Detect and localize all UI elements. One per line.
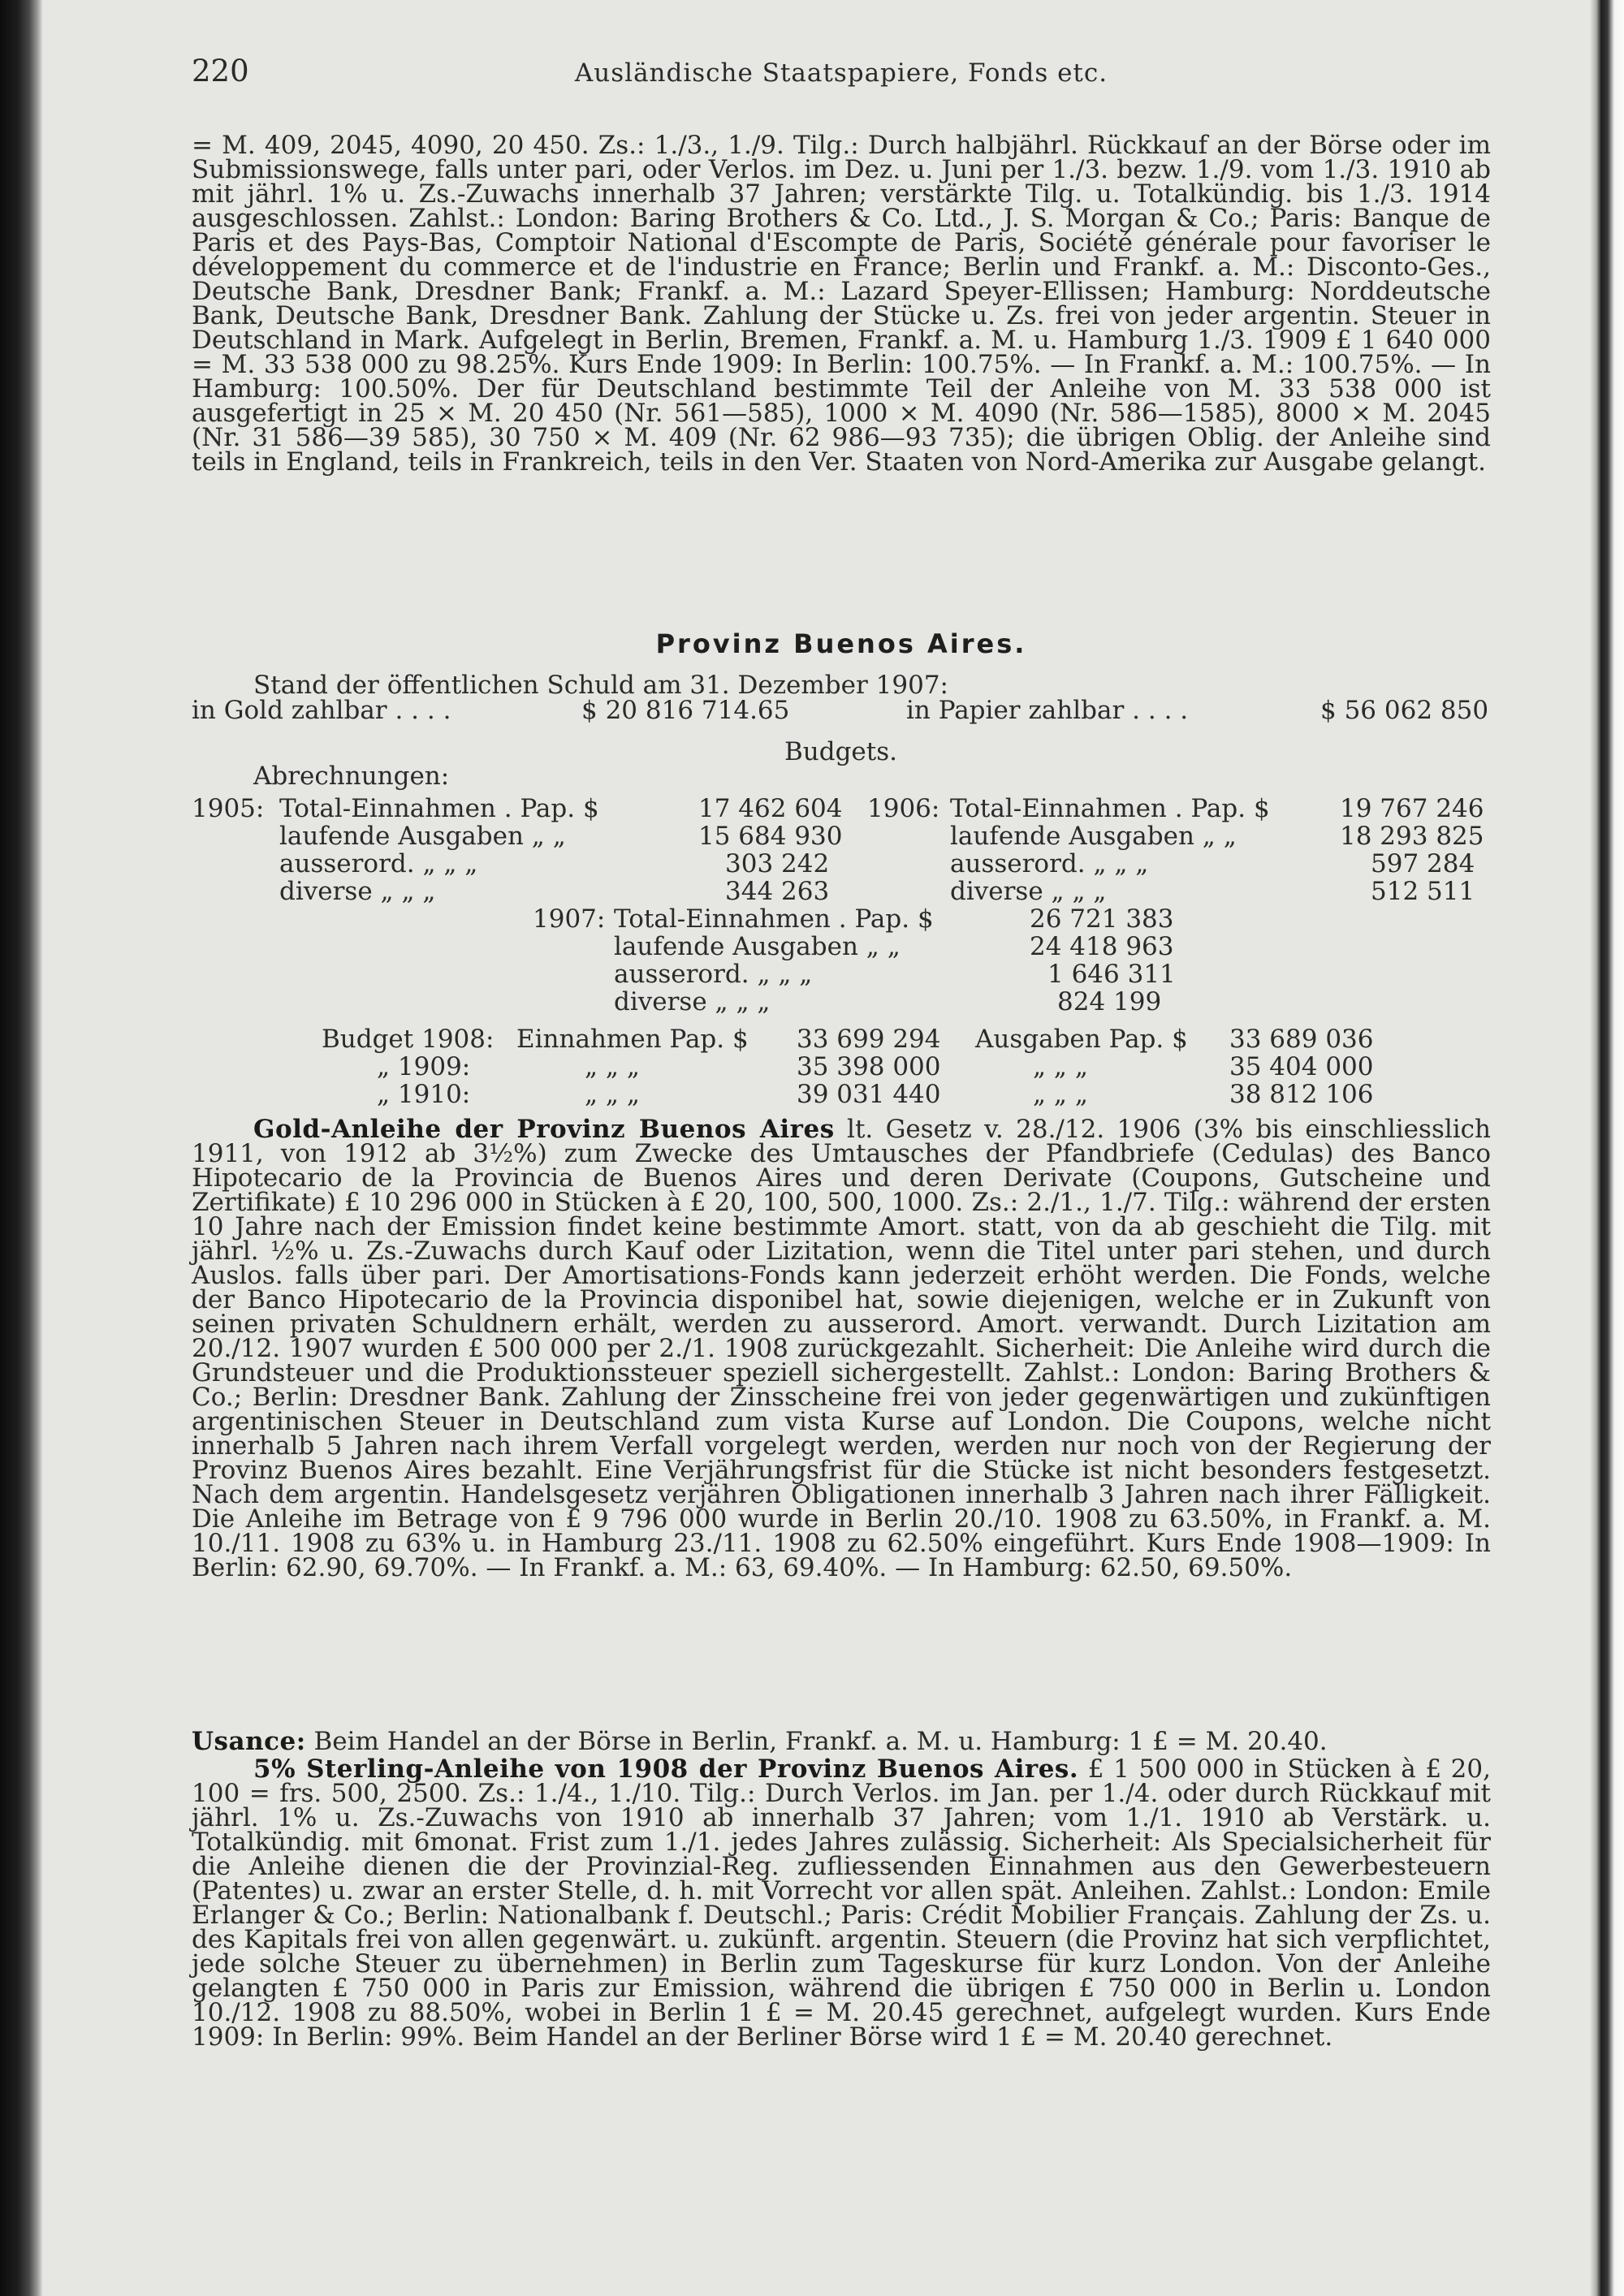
abrechnung-1907-row-2-label: laufende Ausgaben „ „ bbox=[614, 932, 901, 961]
abrechnung-1905-row-1-value: 17 462 604 bbox=[698, 794, 843, 823]
sterling-loan-paragraph bbox=[192, 1754, 1491, 2052]
abrechnung-1905-row-3-value: 303 242 bbox=[725, 849, 830, 878]
usance-block bbox=[192, 1729, 1491, 1754]
abrechnung-1907-row-4-label: diverse „ „ „ bbox=[614, 987, 771, 1016]
budget-1910-income-label: „ „ „ bbox=[585, 1080, 640, 1109]
abrechnung-1906-row-3-value: 597 284 bbox=[1371, 849, 1475, 878]
debt-gold-label: in Gold zahlbar . . . . bbox=[192, 696, 451, 725]
budget-1909-expense-label: „ „ „ bbox=[1033, 1052, 1088, 1081]
budget-1908-income: 33 699 294 bbox=[797, 1025, 941, 1054]
sterling-loan-title: 5% Sterling-Anleihe von 1908 der Provinz Buenos Aires. bbox=[253, 1754, 1079, 1784]
scan-page-edge bbox=[1590, 0, 1624, 2296]
abrechnung-1905-year: 1905: bbox=[192, 794, 265, 823]
abrechnungen-label: Abrechnungen: bbox=[253, 762, 450, 791]
budget-1908-year: Budget 1908: bbox=[322, 1025, 495, 1054]
budget-1909-income-label: „ „ „ bbox=[585, 1052, 640, 1081]
intro-paragraph-block bbox=[192, 131, 1491, 477]
debt-paper-value: $ 56 062 850 bbox=[1320, 696, 1489, 725]
budget-1908-expense-label: Ausgaben Pap. $ bbox=[975, 1025, 1188, 1054]
abrechnung-1905-row-4-value: 344 263 bbox=[725, 877, 830, 906]
intro-paragraph: = M. 409, 2045, 4090, 20 450. Zs.: 1./3., 1./9. Tilg.: Durch halbjährl. Rückkauf an der Börse oder im Submissionswege, falls unter pari, oder Verlos. im Dez. u. Juni per 1./3. bezw. 1./9. vom 1./3. 1910 ab mit jährl. 1% u. Zs.-Zuwachs innerhalb 37 Jahren; verstärkte Tilg. u. Totalkündig. bis 1./3. 1914 ausgeschlossen. Zahlst.: London: Baring Brothers & Co. Ltd., J. S. Morgan & Co.; Paris: Banque de Paris et des Pays-Bas, Comptoir National d'Escompte de Paris, Société générale pour favoriser le développement du commerce et de l'industrie en France; Berlin und Frankf. a. M.: Disconto-Ges., Deutsche Bank, Dresdner Bank; Frankf. a. M.: Lazard Speyer-Ellissen; Hamburg: Norddeutsche Bank, Deutsche Bank, Dresdner Bank. Zahlung der Stücke u. Zs. frei von jeder argentin. Steuer in Deutschland in Mark. Aufgelegt in Berlin, Bremen, Frankf. a. M. u. Hamburg 1./3. 1909 £ 1 640 000 = M. 33 538 000 zu 98.25%. Kurs Ende 1909: In Berlin: 100.75%. — In Frankf. a. M.: 100.75%. — In Hamburg: 100.50%. Der für Deutschland bestimmte Teil der Anleihe von M. 33 538 000 ist ausgefertigt in 25 × M. 20 450 (Nr. 561—585), 1000 × M. 4090 (Nr. 586—1585), 8000 × M. 2045 (Nr. 31 586—39 585), 30 750 × M. 409 (Nr. 62 986—93 735); die übrigen Oblig. der Anleihe sind teils in England, teils in Frankreich, teils in den Ver. Staaten von Nord-Amerika zur Ausgabe gelangt. bbox=[192, 131, 1491, 477]
page-number: 220 bbox=[192, 54, 249, 88]
sterling-loan-text: £ 1 500 000 in Stücken à £ 20, 100 = frs. 500, 2500. Zs.: 1./4., 1./10. Tilg.: Durch Verlos. im Jan. per 1./4. oder durch Rückkauf mit jährl. 1% u. Zs.-Zuwachs von 1910 ab innerhalb 37 Jahren; vom 1./1. 1910 ab Verstärk. u. Totalkündig. mit 6monat. Frist zum 1./1. jedes Jahres zulässig. Sicherheit: Als Specialsicherheit für die Anleihe dienen die der Provinzial-Reg. zufliessenden Einnahmen aus den Gewerbesteuern (Patentes) u. zwar an erster Stelle, d. h. mit Vorrecht vor allen spät. Anleihen. Zahlst.: London: Emile Erlanger & Co.; Berlin: Nationalbank f. Deutschl.; Paris: Crédit Mobilier Français. Zahlung der Zs. u. des Kapitals frei von allen gegenwärt. u. zukünft. argentin. Steuern (die Provinz hat sich verpflichtet, jede solche Steuer zu übernehmen) in Berlin zum Tageskurse für kurz London. Von der Anleihe gelangten £ 750 000 in Paris zur Emission, während die übrigen £ 750 000 in Berlin u. London 10./12. 1908 zu 88.50%, wobei in Berlin 1 £ = M. 20.45 gerechnet, aufgelegt wurden. Kurs Ende 1909: In Berlin: 99%. Beim Handel an der Berliner Börse wird 1 £ = M. 20.40 gerechnet. bbox=[192, 1754, 1491, 2052]
usance-label: Usance: bbox=[192, 1727, 306, 1756]
abrechnung-1907-year: 1907: bbox=[533, 904, 606, 934]
abrechnung-1906-row-2-label: laufende Ausgaben „ „ bbox=[950, 822, 1237, 851]
abrechnung-1906-row-1-value: 19 767 246 bbox=[1340, 794, 1484, 823]
debt-intro: Stand der öffentlichen Schuld am 31. Dezember 1907: bbox=[253, 671, 948, 700]
budget-1910-expense: 38 812 106 bbox=[1229, 1080, 1374, 1109]
budget-1910-expense-label: „ „ „ bbox=[1033, 1080, 1088, 1109]
page-header bbox=[192, 54, 1491, 94]
abrechnung-1906-row-1-label: Total-Einnahmen . Pap. $ bbox=[950, 794, 1270, 823]
budget-1908-expense: 33 689 036 bbox=[1229, 1025, 1374, 1054]
usance-text: Beim Handel an der Börse in Berlin, Frankf. a. M. u. Hamburg: 1 £ = M. 20.40. bbox=[305, 1727, 1328, 1756]
abrechnung-1907-row-3-value: 1 646 311 bbox=[1047, 960, 1176, 989]
gold-loan-paragraph bbox=[192, 1117, 1491, 1580]
abrechnung-1905-row-1-label: Total-Einnahmen . Pap. $ bbox=[279, 794, 599, 823]
abrechnung-1906-year: 1906: bbox=[867, 794, 940, 823]
debt-paper-label: in Papier zahlbar . . . . bbox=[906, 696, 1189, 725]
abrechnung-1906-row-4-value: 512 511 bbox=[1371, 877, 1475, 906]
budget-1910-year: „ 1910: bbox=[377, 1080, 471, 1109]
gold-loan-block bbox=[192, 1117, 1491, 1580]
running-title: Ausländische Staatspapiere, Fonds etc. bbox=[574, 58, 1108, 88]
abrechnung-1906-row-3-label: ausserord. „ „ „ bbox=[950, 849, 1149, 878]
abrechnung-1906-row-2-value: 18 293 825 bbox=[1340, 822, 1484, 851]
abrechnung-1905-row-2-value: 15 684 930 bbox=[698, 822, 843, 851]
abrechnung-1907-row-1-value: 26 721 383 bbox=[1030, 904, 1174, 934]
sterling-loan-block bbox=[192, 1754, 1491, 2052]
gold-loan-title: Gold-Anleihe der Provinz Buenos Aires bbox=[253, 1115, 835, 1144]
abrechnung-1905-row-4-label: diverse „ „ „ bbox=[279, 877, 436, 906]
budget-1909-expense: 35 404 000 bbox=[1229, 1052, 1374, 1081]
budget-1908-income-label: Einnahmen Pap. $ bbox=[516, 1025, 749, 1054]
document-page bbox=[192, 0, 1491, 2296]
debt-gold-value: $ 20 816 714.65 bbox=[581, 696, 790, 725]
budget-1909-income: 35 398 000 bbox=[797, 1052, 941, 1081]
section-title: Provinz Buenos Aires. bbox=[655, 628, 1027, 659]
gold-loan-text: lt. Gesetz v. 28./12. 1906 (3% bis einschliesslich 1911, von 1912 ab 3½%) zum Zwecke des Umtausches der Pfandbriefe (Cedulas) des Banco Hipotecario de la Provincia de Buenos Aires und deren Derivate (Coupons, Gutscheine und Zertifikate) £ 10 296 000 in Stücken à £ 20, 100, 500, 1000. Zs.: 2./1., 1./7. Tilg.: während der ersten 10 Jahre nach der Emission findet keine bestimmte Amort. statt, von da ab geschieht die Tilg. mit jährl. ½% u. Zs.-Zuwachs durch Kauf oder Lizitation, wenn die Titel unter pari stehen, und durch Auslos. falls über pari. Der Amortisations-Fonds kann jederzeit erhöht werden. Die Fonds, welche der Banco Hipotecario de la Provincia disponibel hat, sowie diejenigen, welche er in Zukunft von seinen privaten Schuldnern erhält, werden zu ausserord. Amort. verwandt. Durch Lizitation am 20./12. 1907 wurden £ 500 000 per 2./1. 1908 zurückgezahlt. Sicherheit: Die Anleihe wird durch die Grundsteuer und die Produktionssteuer speziell sichergestellt. Zahlst.: London: Baring Brothers & Co.; Berlin: Dresdner Bank. Zahlung der Zinsscheine frei von jeder gegenwärtigen und zukünftigen argentinischen Steuer in Deutschland zum vista Kurse auf London. Die Coupons, welche nicht innerhalb 5 Jahren nach ihrem Verfall vorgelegt werden, werden nur noch von der Regierung der Provinz Buenos Aires bezahlt. Eine Verjährungsfrist für die Stücke ist nicht besonders festgesetzt. Nach dem argentin. Handelsgesetz verjähren Obligationen innerhalb 3 Jahren nach ihrer Fälligkeit. Die Anleihe im Betrage von £ 9 796 000 wurde in Berlin 20./10. 1908 zu 63.50%, in Frankf. a. M. 10./11. 1908 zu 63% u. in Hamburg 23./11. 1908 zu 62.50% eingeführt. Kurs Ende 1908—1909: In Berlin: 62.90, 69.70%. — In Frankf. a. M.: 63, 69.40%. — In Hamburg: 62.50, 69.50%. bbox=[192, 1115, 1492, 1582]
usance-paragraph bbox=[192, 1729, 1491, 1754]
budget-1910-income: 39 031 440 bbox=[797, 1080, 941, 1109]
abrechnung-1906-row-4-label: diverse „ „ „ bbox=[950, 877, 1107, 906]
abrechnung-1907-row-2-value: 24 418 963 bbox=[1030, 932, 1174, 961]
abrechnung-1907-row-3-label: ausserord. „ „ „ bbox=[614, 960, 813, 989]
budgets-title: Budgets. bbox=[784, 737, 898, 766]
abrechnung-1907-row-4-value: 824 199 bbox=[1057, 987, 1162, 1016]
budget-1909-year: „ 1909: bbox=[377, 1052, 471, 1081]
abrechnung-1907-row-1-label: Total-Einnahmen . Pap. $ bbox=[614, 904, 934, 934]
abrechnung-1905-row-3-label: ausserord. „ „ „ bbox=[279, 849, 478, 878]
abrechnung-1905-row-2-label: laufende Ausgaben „ „ bbox=[279, 822, 566, 851]
scan-binding-edge bbox=[0, 0, 42, 2296]
